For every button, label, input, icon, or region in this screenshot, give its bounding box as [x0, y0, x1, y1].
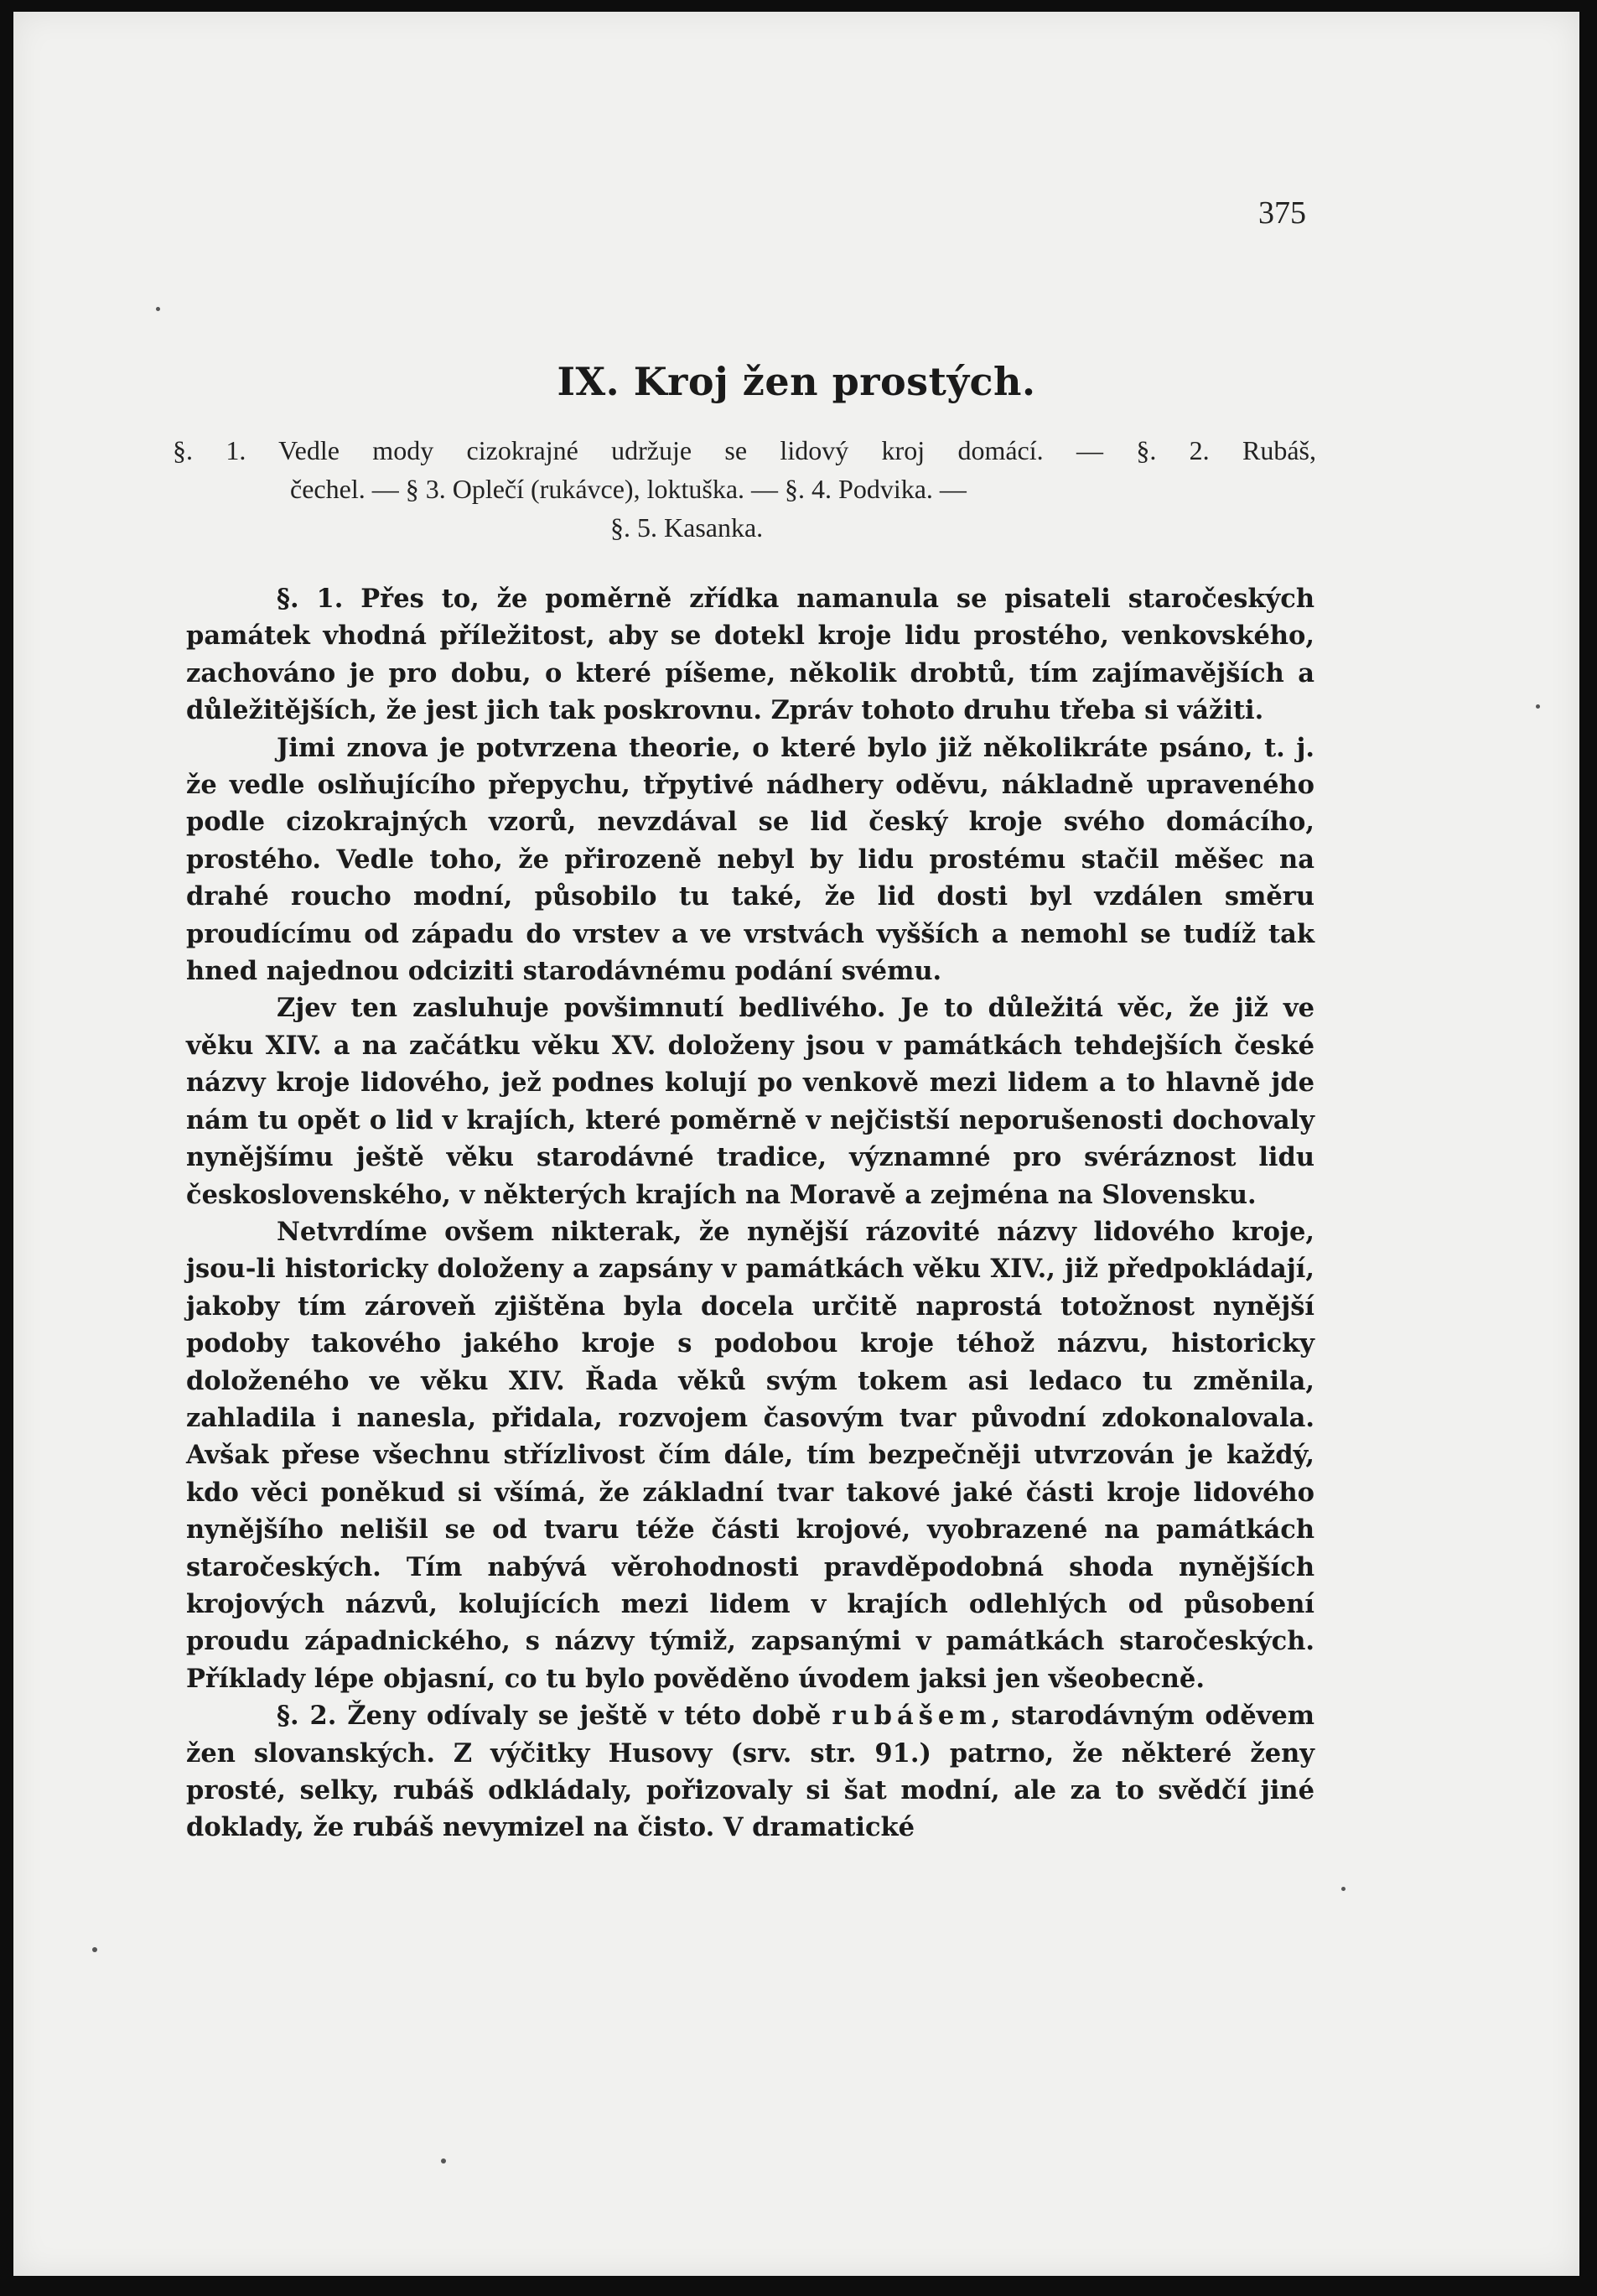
scan-speck	[156, 307, 160, 311]
scan-speck	[92, 1947, 97, 1952]
paragraph-5-start: §. 2. Ženy odívaly se ještě v této době	[277, 1701, 822, 1732]
spaced-term-rubas: rubášem	[832, 1701, 992, 1732]
book-page	[13, 12, 1579, 2276]
scan-speck	[1341, 1887, 1346, 1891]
paragraph-1: §. 1. Přes to, že poměrně zřídka namanula se pisateli staročeských památek vhodná příležitost, aby se dotekl kroje lidu prostého, venkovského, zachováno je pro dobu, o které píšeme, několik drobtů, tím zajímavějších a důležitějších, že jest jich tak poskrovnu. Zpráv tohoto druhu třeba si vážiti.	[186, 584, 1314, 726]
paragraph-5-rest: , starodávným oděvem žen slovanských. Z výčitky Husovy (srv. str. 91.) patrno, že některé ženy prosté, selky, rubáš odkládaly, pořizovaly si šat modní, ale za to svědčí jiné doklady, že rubáš nevymizel na čisto. V dramatické	[186, 1701, 1315, 1843]
chapter-synopsis	[173, 431, 1316, 547]
paragraph-4: Netvrdíme ovšem nikterak, že nynější rázovité názvy lidového kroje, jsou-li historicky doloženy a zapsány v památkách věku XIV., již předpokládají, jakoby tím zároveň zjištěna byla docela určitě naprostá totožnost nynější podoby takového jakého kroje s podobou kroje téhož názvu, historicky doloženého ve věku XIV. Řada věků svým tokem asi ledaco tu změnila, zahladila i nanesla, přidala, rozvojem časovým tvar původní zdokonalovala. Avšak přese všechnu střízlivost čím dále, tím bezpečněji utvrzován je každý, kdo věci poněkud si všímá, že základní tvar takové jaké části kroje lidového nynějšího nelišil se od tvaru téže části krojové, vyobrazené na památkách staročeských. Tím nabývá věrohodnosti pravděpodobná shoda nynějších krojových názvů, kolujících mezi lidem v krajích odlehlých od působení proudu západnického, s názvy týmiž, zapsanými v památkách staročeských. Příklady lépe objasní, co tu bylo pověděno úvodem jaksi jen všeobecně.	[186, 1216, 1314, 1694]
synopsis-line-2: čechel. — § 3. Oplečí (rukávce), loktuška. — §. 4. Podvika. —	[290, 474, 967, 504]
chapter-title: IX. Kroj žen prostých.	[557, 359, 1036, 404]
synopsis-line-3: §. 5. Kasanka.	[610, 512, 764, 543]
synopsis-line-1: §. 1. Vedle mody cizokrajné udržuje se lidový kroj domácí. — §. 2. Rubáš,	[173, 435, 1316, 465]
body-text	[186, 580, 1314, 1847]
scan-speck	[1536, 704, 1540, 709]
page-number: 375	[1258, 195, 1306, 231]
scan-speck	[441, 2158, 446, 2164]
paragraph-3: Zjev ten zasluhuje povšimnutí bedlivého. Je to důležitá věc, že již ve věku XIV. a na začátku věku XV. doloženy jsou v památkách tehdejších české názvy kroje lidového, jež podnes kolují po venkově mezi lidem a to hlavně jde nám tu opět o lid v krajích, které poměrně v nejčistší neporušenosti dochovaly nynějšímu ještě věku starodávné tradice, významné pro svéráznost lidu československého, v některých krajích na Moravě a zejména na Slovensku.	[186, 993, 1314, 1210]
paragraph-5	[186, 1697, 1314, 1847]
paragraph-2: Jimi znova je potvrzena theorie, o které bylo již několikráte psáno, t. j. že vedle oslňujícího přepychu, třpytivé nádhery oděvu, nákladně upraveného podle cizokrajných vzorů, nevzdával se lid český kroje svého domácího, prostého. Vedle toho, že přirozeně nebyl by lidu prostému stačil měšec na drahé roucho modní, působilo tu také, že lid dosti byl vzdálen směru proudícímu od západu do vrstev a ve vrstvách vyšších a nemohl se tudíž tak hned najednou odciziti starodávnému podání svému.	[186, 732, 1314, 987]
